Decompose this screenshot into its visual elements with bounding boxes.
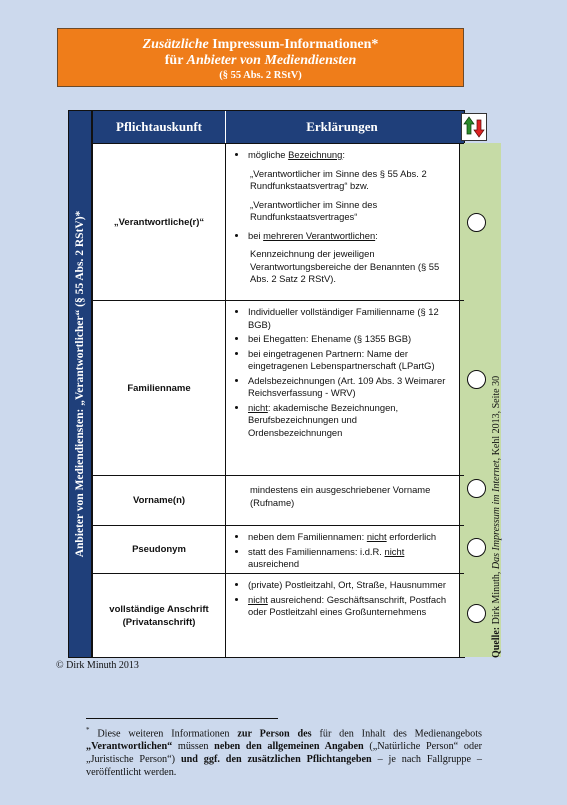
text: : [375, 229, 378, 241]
header-erklaerungen: Erklärungen [306, 119, 378, 134]
title-line-2-italic: Anbieter von Mediendiensten [186, 53, 357, 68]
table-row [93, 143, 464, 300]
text: für den Inhalt des Medienangebots [311, 728, 483, 740]
text: ausreichend [248, 558, 300, 569]
footnote [86, 724, 482, 779]
checkbox-circle-icon[interactable] [467, 479, 486, 498]
bold-text: „Verantwortlichen“ [86, 741, 173, 753]
footnote-marker: * [86, 726, 90, 734]
side-label-bar [68, 110, 92, 658]
sub-text: „Verantwortlicher im Sinne des Rundfunkstaatsvertrages“ [250, 198, 378, 222]
side-label: Anbieter von Mediendiensten: „Verantwortlicher“ (§ 55 Abs. 2 RStV)* [74, 210, 86, 558]
text: bei [248, 229, 264, 241]
footnote-divider [86, 718, 278, 719]
list-item [248, 546, 450, 571]
copyright: © Dirk Minuth 2013 [56, 660, 139, 671]
text: – je nach Fallgruppe –veröffentlicht werden. [86, 754, 482, 779]
row-explanation [226, 574, 458, 657]
underlined-text: nicht [248, 593, 268, 605]
underlined-text: Bezeichnung [288, 149, 343, 160]
list-item [248, 594, 450, 619]
source-author: Dirk Minuth, [491, 569, 502, 627]
bold-text: und ggf. den zusätzlichen Pflichtangeben [180, 754, 372, 766]
list-item: • bei Ehegatten: Ehename (§ 1355 BGB) [248, 333, 450, 346]
checkbox-circle-icon[interactable] [467, 604, 486, 623]
text: müssen [172, 741, 215, 753]
list-item [248, 149, 450, 162]
table-row [93, 475, 464, 525]
source-text [491, 376, 502, 658]
text: : [342, 149, 345, 160]
bold-text: neben den allgemeinen Angaben [214, 741, 364, 753]
title-line-2 [58, 53, 463, 69]
table-row [93, 300, 464, 475]
text: Diese weiteren Informationen [89, 728, 238, 740]
title-line-1 [58, 37, 463, 53]
table-row [93, 573, 464, 657]
source-rest: , Kehl 2013, Seite 30 [491, 375, 502, 461]
list-item [248, 230, 450, 243]
text: mögliche [248, 149, 289, 160]
row-label: Familienname [93, 301, 226, 475]
row-explanation [226, 301, 458, 475]
source-prefix: Quelle: [491, 626, 502, 658]
plain-text: mindestens ein ausgeschriebener Vorname (Rufname) [250, 484, 431, 508]
row-explanation [226, 526, 458, 573]
up-down-arrows-icon [461, 113, 487, 141]
underlined-text: mehreren Verantwortlichen [263, 229, 376, 241]
title-line-2-prefix: für [164, 53, 187, 68]
title-rest: Impressum-Informationen* [208, 37, 379, 52]
underlined-text: nicht [384, 545, 405, 557]
text: statt des Familiennamens: i.d.R. [248, 545, 385, 557]
row-explanation [226, 476, 458, 525]
list-item [248, 402, 450, 440]
source-title: Das Impressum im Internet [491, 460, 502, 570]
sub-text: Kennzeichnung der jeweiligen Verantwortungsbereiche der Benannten (§ 55 Abs. 2 Satz 2 RStV). [250, 248, 440, 284]
text: ausreichend: Geschäftsanschrift, Postfach oder Postleitzahl eines Großunternehmens [248, 593, 447, 617]
text: („Natürliche Person“ oder „Juristische Person“) [86, 741, 482, 766]
list-item: • Individueller vollständiger Familienname (§ 12 BGB) [248, 306, 450, 331]
header-pflichtauskunft: Pflichtauskunft [93, 111, 226, 143]
title-line-3: (§ 55 Abs. 2 RStV) [219, 70, 302, 81]
bold-text: zur Person des [237, 728, 312, 740]
sub-text: „Verantwortlicher im Sinne des § 55 Abs. 2 Rundfunkstaatsvertrag“ bzw. [250, 167, 427, 191]
info-table [92, 110, 465, 658]
row-label: „Verantwortliche(r)“ [93, 144, 226, 300]
checkbox-circle-icon[interactable] [467, 370, 486, 389]
source-note [491, 350, 511, 680]
list-item: • (private) Postleitzahl, Ort, Straße, Hausnummer [248, 579, 450, 592]
text: erforderlich [386, 531, 437, 542]
list-item: • bei eingetragenen Partnern: Name der eingetragenen Lebenspartnerschaft (LPartG) [248, 348, 450, 373]
table-header [93, 111, 464, 143]
row-label: Pseudonym [93, 526, 226, 573]
text: : akademische Bezeichnungen, Berufsbezeichnungen und Ordensbezeichnungen [248, 401, 399, 438]
list-item [248, 531, 450, 544]
table-row [93, 525, 464, 573]
list-item: • Adelsbezeichnungen (Art. 109 Abs. 3 Weimarer Reichsverfassung - WRV) [248, 375, 450, 400]
title-italic: Zusätzliche [142, 37, 209, 52]
checkbox-circle-icon[interactable] [467, 538, 486, 557]
row-label: vollständige Anschrift (Privatanschrift) [93, 574, 226, 657]
underlined-text: nicht [366, 531, 387, 542]
row-label: Vorname(n) [93, 476, 226, 525]
row-explanation [226, 144, 458, 300]
underlined-text: nicht [248, 401, 268, 413]
title-box [57, 28, 464, 87]
checkbox-circle-icon[interactable] [467, 213, 486, 232]
text: neben dem Familiennamen: [248, 531, 367, 542]
